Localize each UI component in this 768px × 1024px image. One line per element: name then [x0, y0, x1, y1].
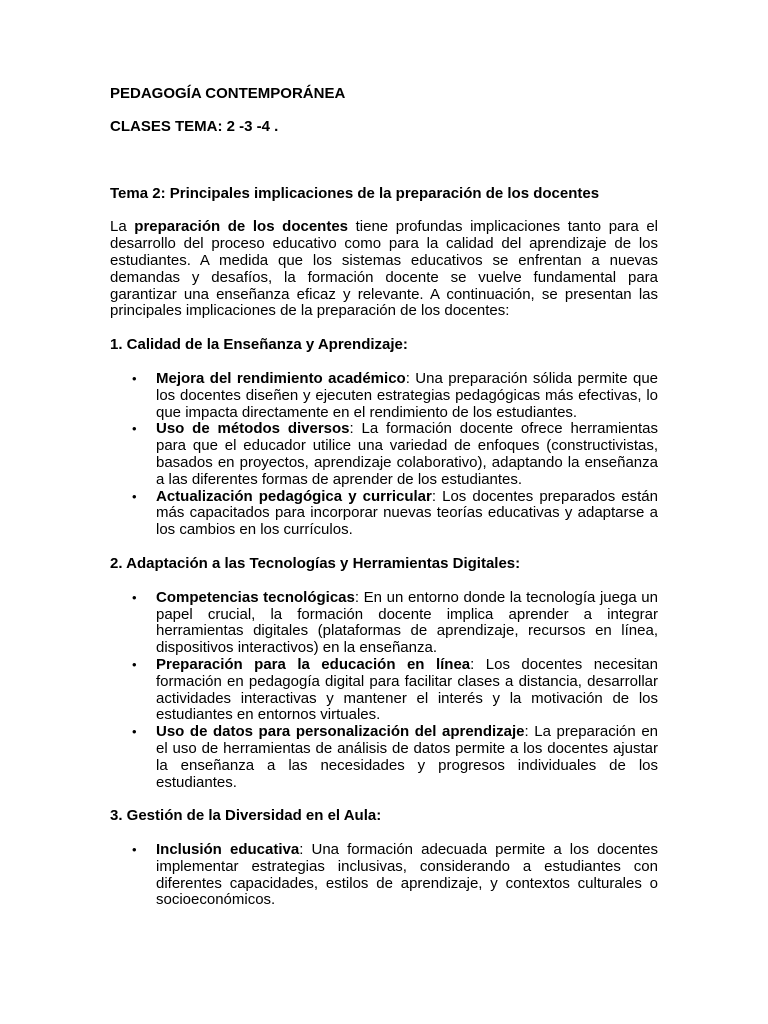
section-heading-tecnologias: 2. Adaptación a las Tecnologías y Herramientas Digitales: [110, 554, 521, 572]
intro-lead: La [110, 218, 135, 236]
list-item [110, 657, 658, 724]
section-list-calidad [110, 371, 658, 539]
list-item-text: : En un entorno donde la tecnología juega un papel crucial, la formación docente implica aprender a integrar herramientas digitales (plataformas de aprendizaje, recursos en línea, dispositivos interactivos) en la enseñanza. [156, 588, 658, 657]
document-subtitle: CLASES TEMA: 2 -3 -4 . [110, 117, 279, 135]
bullet-icon: • [132, 656, 137, 672]
intro-paragraph [110, 219, 658, 320]
list-item [110, 590, 658, 657]
bullet-icon: • [132, 842, 137, 858]
list-item-text: : Los docentes necesitan formación en pedagogía digital para facilitar clases a distancia, desarrollar actividades interactivas y mantener el interés y la motivación de los estudiantes en entornos virtuales. [156, 655, 658, 724]
list-item-term: Uso de métodos diversos [156, 420, 350, 438]
bullet-icon: • [132, 488, 137, 504]
intro-rest: tiene profundas implicaciones tanto para el desarrollo del proceso educativo como para la calidad del aprendizaje de los estudiantes. A medida que los sistemas educativos se enfrentan a nuevas demandas y desafíos, la formación docente se vuelve fundamental para garantizar una enseñanza eficaz y relevante. A continuación, se presentan las principales implicaciones de la preparación de los docentes: [110, 218, 658, 320]
list-item-term: Inclusión educativa [156, 841, 300, 859]
list-item-term: Mejora del rendimiento académico [156, 369, 406, 387]
list-item [110, 489, 658, 539]
list-item [110, 421, 658, 488]
bullet-icon: • [132, 589, 137, 605]
intro-bold-term: preparación de los docentes [134, 218, 349, 236]
list-item [110, 724, 658, 791]
list-item-text: : Los docentes preparados están más capacitados para incorporar nuevas teorías educativas y adaptarse a los cambios en los currículos. [156, 487, 658, 539]
bullet-icon: • [132, 724, 137, 740]
list-item-text: : Una preparación sólida permite que los docentes diseñen y ejecuten estrategias pedagógicas más efectivas, lo que impacta directamente en el rendimiento de los estudiantes. [156, 369, 658, 421]
document-page [110, 86, 658, 909]
list-item-term: Uso de datos para personalización del aprendizaje [156, 723, 525, 741]
list-item [110, 371, 658, 421]
bullet-icon: • [132, 421, 137, 437]
document-title: PEDAGOGÍA CONTEMPORÁNEA [110, 85, 346, 102]
section-heading-calidad: 1. Calidad de la Enseñanza y Aprendizaje: [110, 336, 408, 354]
list-item-text: : La formación docente ofrece herramientas para que el educador utilice una variedad de enfoques (constructivistas, basados en proyectos, aprendizaje colaborativo), adaptando la enseñanza a las diferentes formas de aprender de los estudiantes. [156, 420, 658, 488]
section-list-tecnologias [110, 590, 658, 792]
section-heading-diversidad: 3. Gestión de la Diversidad en el Aula: [110, 807, 382, 825]
list-item-term: Competencias tecnológicas [156, 588, 355, 606]
list-item-term: Actualización pedagógica y curricular [156, 487, 432, 505]
bullet-icon: • [132, 370, 137, 386]
topic-heading: Tema 2: Principales implicaciones de la preparación de los docentes [110, 184, 600, 202]
list-item-text: : La preparación en el uso de herramientas de análisis de datos permite a los docentes ajustar la enseñanza a las necesidades y progresos individuales de los estudiantes. [156, 723, 658, 791]
section-list-diversidad [110, 842, 658, 909]
list-item-text: : Una formación adecuada permite a los docentes implementar estrategias inclusivas, considerando a estudiantes con diferentes capacidades, estilos de aprendizaje, y contextos culturales o socioeconómicos. [156, 841, 658, 909]
list-item-term: Preparación para la educación en línea [156, 655, 471, 673]
list-item [110, 842, 658, 909]
